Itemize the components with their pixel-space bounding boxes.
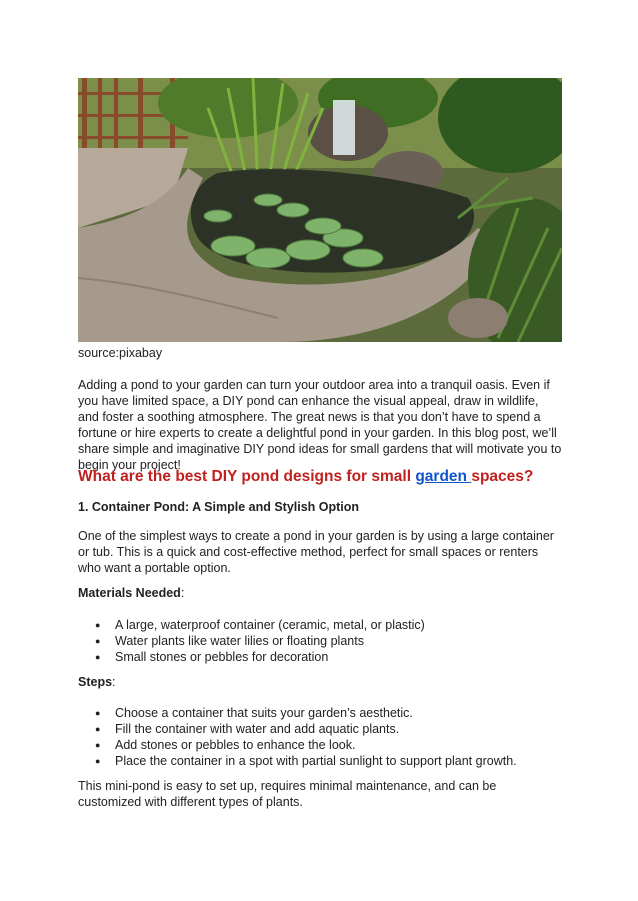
list-item: ● Fill the container with water and add aquatic plants. bbox=[78, 721, 562, 737]
outro-paragraph: This mini-pond is easy to set up, requires minimal maintenance, and can be customized with different types of plants. bbox=[78, 779, 497, 809]
heading-text-before: What are the best DIY pond designs for small bbox=[78, 468, 416, 485]
materials-label bbox=[78, 586, 184, 600]
list-item: ● Small stones or pebbles for decoration bbox=[78, 649, 562, 665]
subsection-title: 1. Container Pond: A Simple and Stylish Option bbox=[78, 500, 360, 514]
materials-label-colon: : bbox=[180, 586, 185, 600]
materials-label-text: Materials Needed bbox=[78, 586, 181, 600]
garden-link[interactable]: garden bbox=[415, 468, 472, 485]
steps-label bbox=[78, 675, 116, 689]
list-item: ● Add stones or pebbles to enhance the look. bbox=[78, 737, 562, 753]
heading-text-after: spaces? bbox=[471, 468, 534, 485]
steps-label-text: Steps bbox=[78, 675, 113, 689]
container-pond-description: One of the simplest ways to create a pond in your garden is by using a large container or tub. This is a quick and cost-effective method, perfect for small spaces or renters who want a portable option. bbox=[78, 529, 554, 575]
pond-illustration bbox=[78, 78, 562, 342]
intro-paragraph: Adding a pond to your garden can turn your outdoor area into a tranquil oasis. Even if you have limited space, a DIY pond can enhance the visual appeal, draw in wildlife, and foster a soothing atmosphere. The great news is that you don’t have to spend a fortune or hire experts to create a delightful pond in your garden. In this blog post, we’ll share simple and imaginative DIY pond ideas for small gardens that will motivate you to begin your project! bbox=[78, 378, 562, 472]
list-item: ● Choose a container that suits your garden’s aesthetic. bbox=[78, 705, 562, 721]
list-item: ● A large, waterproof container (ceramic, metal, or plastic) bbox=[78, 617, 562, 633]
steps-label-colon: : bbox=[112, 675, 116, 689]
list-item: ● Place the container in a spot with partial sunlight to support plant growth. bbox=[78, 753, 562, 769]
garden-pond-photo bbox=[78, 78, 562, 342]
image-caption: source:pixabay bbox=[78, 346, 163, 360]
materials-list bbox=[78, 617, 562, 665]
steps-list bbox=[78, 705, 562, 769]
section-heading bbox=[78, 468, 533, 486]
list-item: ● Water plants like water lilies or floating plants bbox=[78, 633, 562, 649]
